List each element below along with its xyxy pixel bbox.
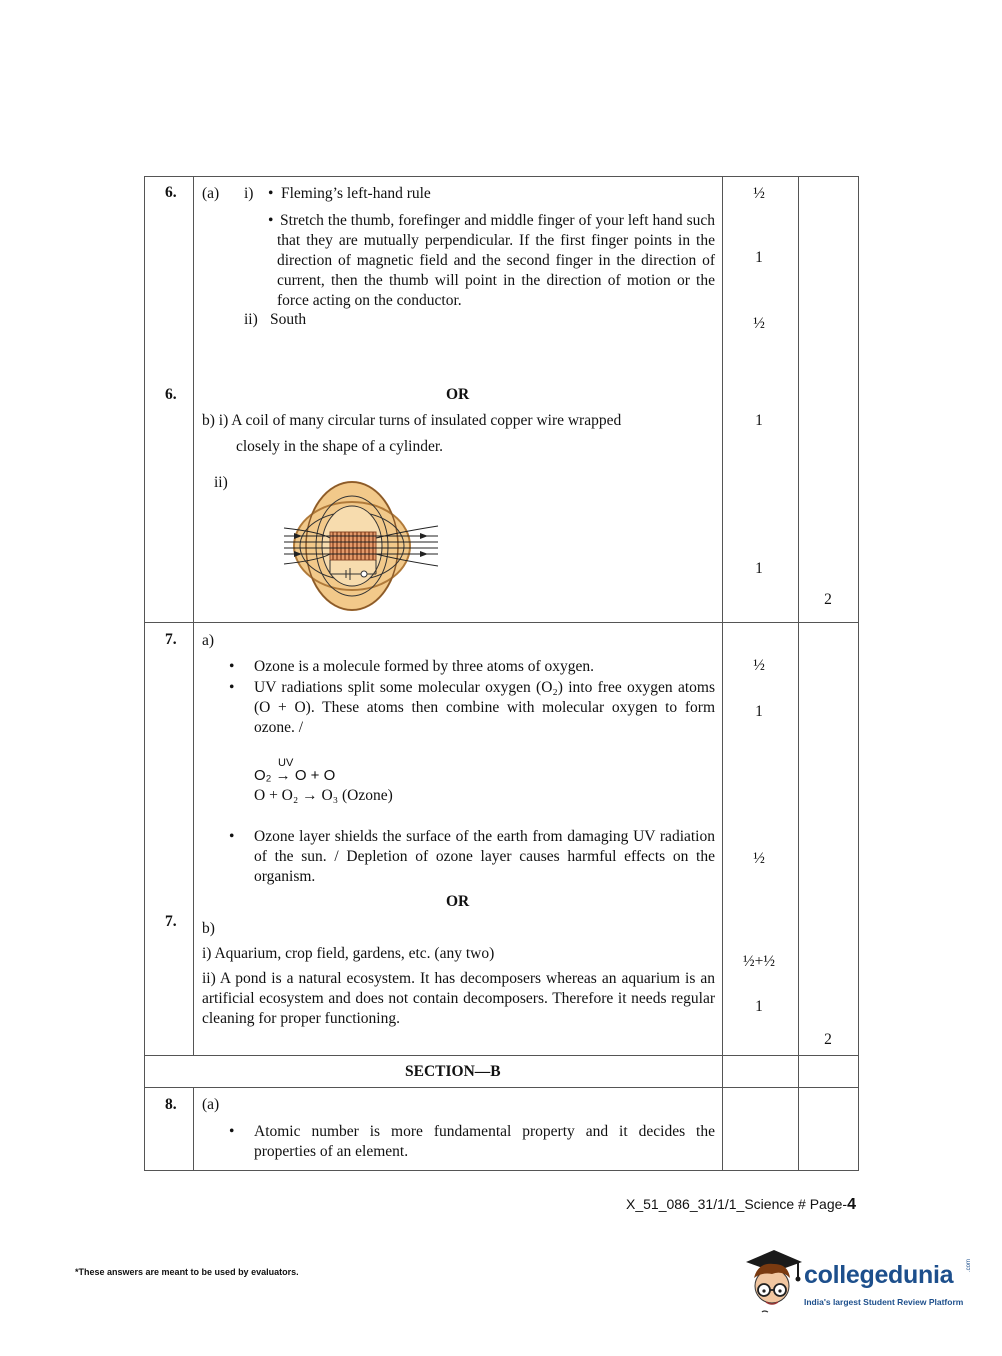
solenoid-definition-line2: closely in the shape of a cylinder. <box>236 438 444 455</box>
page-number: 4 <box>847 1196 856 1213</box>
mark-7a-3: ½ <box>753 850 765 867</box>
mark-7b-ii: 1 <box>755 998 763 1015</box>
bullet-icon: • <box>229 658 235 675</box>
row-divider-q8 <box>144 1087 859 1088</box>
bullet-icon: • <box>268 185 274 202</box>
table-border-top <box>144 176 859 177</box>
brand-name: collegedunia <box>804 1261 954 1289</box>
question-number-6a: 6. <box>165 184 177 201</box>
part-label-7b: b) <box>202 920 215 937</box>
bullet-icon: • <box>229 828 235 845</box>
mark-6a-stretch: 1 <box>755 249 763 266</box>
or-label-6: OR <box>446 386 470 403</box>
part-label-8a: (a) <box>202 1096 220 1113</box>
brand-tagline: India's largest Student Review Platform <box>804 1297 964 1307</box>
evaluator-note: *These answers are meant to be used by evaluators. <box>75 1267 299 1277</box>
total-q6: 2 <box>824 591 832 608</box>
equation-uv-label: UV <box>278 757 294 769</box>
flemings-rule-explanation: Stretch the thumb, forefinger and middle finger of your left hand such that they are mutually perpendicular. If the first finger points in the direction of magnetic field and the second finger in the direction of current, then the thumb will point in the direction of motion or the force acting on the conductor. <box>277 212 715 309</box>
part-label-6a: (a) <box>202 185 220 202</box>
equation-1: O₂ → O + O <box>254 767 336 784</box>
mark-6b-ii: 1 <box>755 560 763 577</box>
question-number-8: 8. <box>165 1096 177 1113</box>
brand-suffix: .com <box>966 1258 972 1272</box>
question-number-6b: 6. <box>165 386 177 403</box>
table-col-divider-1 <box>193 176 194 1055</box>
solenoid-field-diagram <box>280 478 442 614</box>
mark-6a-i: ½ <box>753 185 765 202</box>
sub-label-6a-ii: ii) <box>244 311 258 328</box>
answer-south: South <box>270 311 307 328</box>
page-footer-label <box>626 1194 856 1215</box>
sub-label-6a-i: i) <box>244 185 254 202</box>
ozone-definition: Ozone is a molecule formed by three atoms of oxygen. <box>254 658 595 675</box>
artificial-ecosystems: i) Aquarium, crop field, gardens, etc. (any two) <box>202 945 495 962</box>
table-border-right <box>858 176 859 1171</box>
row-divider-section <box>144 1055 859 1056</box>
table-border-left <box>144 176 145 1171</box>
pond-vs-aquarium: ii) A pond is a natural ecosystem. It has decomposers whereas an aquarium is an artificial ecosystem and does not contain decomposers. Therefore it needs regular cleaning for proper functioning. <box>202 970 715 1027</box>
part-label-7a: a) <box>202 632 215 649</box>
ozone-layer-importance: Ozone layer shields the surface of the earth from damaging UV radiation of the sun. / Depletion of ozone layer causes harmful effects on the organism. <box>254 828 715 885</box>
section-b-heading: SECTION—B <box>405 1063 501 1080</box>
row-divider-q7 <box>144 622 859 623</box>
page-code: X_51_086_31/1/1_Science # Page- <box>626 1196 848 1212</box>
total-q7: 2 <box>824 1031 832 1048</box>
mark-7a-1: ½ <box>753 657 765 674</box>
question-number-7b: 7. <box>165 913 177 930</box>
table-col-divider-3 <box>798 176 799 1171</box>
mark-7a-2: 1 <box>755 703 763 720</box>
sub-label-6b-ii: ii) <box>214 474 228 491</box>
table-border-bottom <box>144 1170 859 1171</box>
bullet-icon: • <box>229 1123 235 1140</box>
table-col-divider-1b <box>193 1087 194 1171</box>
collegedunia-logo[interactable] <box>742 1248 972 1318</box>
mark-6b-i: 1 <box>755 412 763 429</box>
flemings-rule-text: Fleming’s left-hand rule <box>281 185 431 202</box>
ozone-formation: UV radiations split some molecular oxygen (O₂) into free oxygen atoms (O + O). These atoms then combine with molecular oxygen to form ozone. / <box>254 679 715 736</box>
atomic-number-answer: Atomic number is more fundamental property and it decides the properties of an element. <box>254 1123 715 1160</box>
or-label-7: OR <box>446 893 470 910</box>
question-number-7a: 7. <box>165 631 177 648</box>
bullet-icon: • <box>268 212 274 229</box>
mascot-icon <box>742 1248 804 1314</box>
solenoid-definition-line1: b) i) A coil of many circular turns of insulated copper wire wrapped <box>202 412 622 429</box>
bullet-icon: • <box>229 679 235 696</box>
mark-7b-i: ½+½ <box>743 953 775 970</box>
equation-2: O + O₂ → O₃ (Ozone) <box>254 787 393 804</box>
mark-6a-ii: ½ <box>753 315 765 332</box>
